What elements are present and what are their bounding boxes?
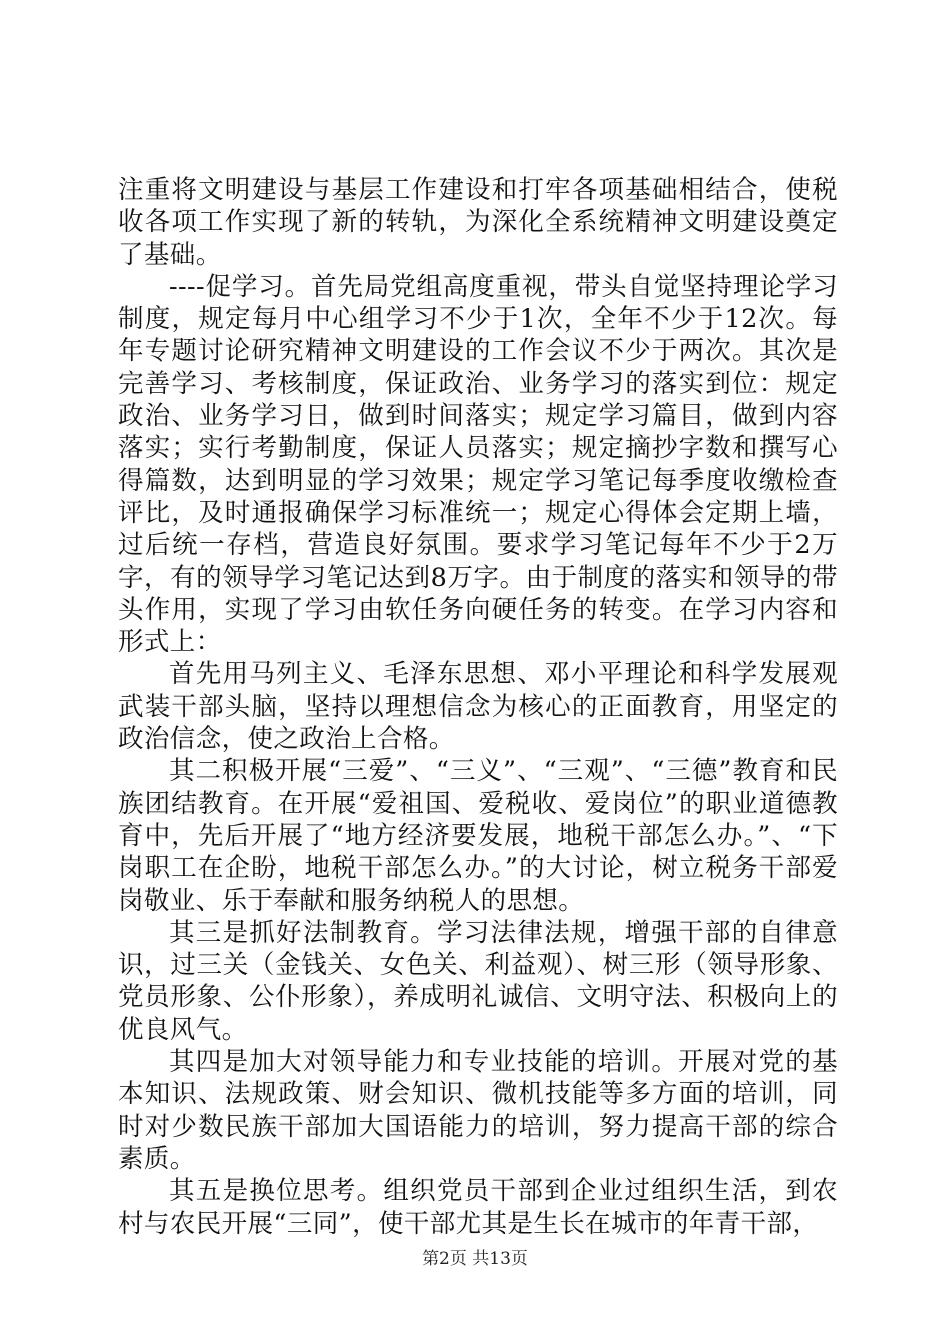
paragraph-5: 其三是抓好法制教育。学习法律法规，增强干部的自律意识，过三关（金钱关、女色关、利益观）、树三形（领导形象、党员形象、公仆形象），养成明礼诚信、文明守法、积极向上的优良风气。 (118, 917, 838, 1045)
paragraph-3: 首先用马列主义、毛泽东思想、邓小平理论和科学发展观武装干部头脑，坚持以理想信念为核心的正面教育，用坚定的政治信念，使之政治上合格。 (118, 659, 838, 755)
paragraph-2: ----促学习。首先局党组高度重视，带头自觉坚持理论学习制度，规定每月中心组学习不少于1次，全年不少于12次。每年专题讨论研究精神文明建设的工作会议不少于两次。其次是完善学习、考核制度，保证政治、业务学习的落实到位：规定政治、业务学习日，做到时间落实；规定学习篇目，做到内容落实；实行考勤制度，保证人员落实；规定摘抄字数和撰写心得篇数，达到明显的学习效果；规定学习笔记每季度收缴检查评比，及时通报确保学习标准统一；规定心得体会定期上墙，过后统一存档，营造良好氛围。要求学习笔记每年不少于2万字，有的领导学习笔记达到8万字。由于制度的落实和领导的带头作用，实现了学习由软任务向硬任务的转变。在学习内容和形式上： (118, 271, 838, 658)
page-footer: 第2页 共13页 (422, 1249, 528, 1269)
paragraph-4: 其二积极开展“三爱”、“三义”、“三观”、“三德”教育和民族团结教育。在开展“爱祖国、爱税收、爱岗位”的职业道德教育中，先后开展了“地方经济要发展，地税干部怎么办。”、“下岗职工在企盼，地税干部怎么办。”的大讨论，树立税务干部爱岗敬业、乐于奉献和服务纳税人的思想。 (118, 756, 838, 916)
paragraph-6: 其四是加大对领导能力和专业技能的培训。开展对党的基本知识、法规政策、财会知识、微机技能等多方面的培训，同时对少数民族干部加大国语能力的培训，努力提高干部的综合素质。 (118, 1047, 838, 1174)
document-body (118, 174, 838, 1240)
paragraph-1: 注重将文明建设与基层工作建设和打牢各项基础相结合，使税收各项工作实现了新的转轨，为深化全系统精神文明建设奠定了基础。 (118, 175, 838, 270)
paragraph-7: 其五是换位思考。组织党员干部到企业过组织生活，到农村与农民开展“三同”，使干部尤其是生长在城市的年青干部， (118, 1176, 838, 1239)
